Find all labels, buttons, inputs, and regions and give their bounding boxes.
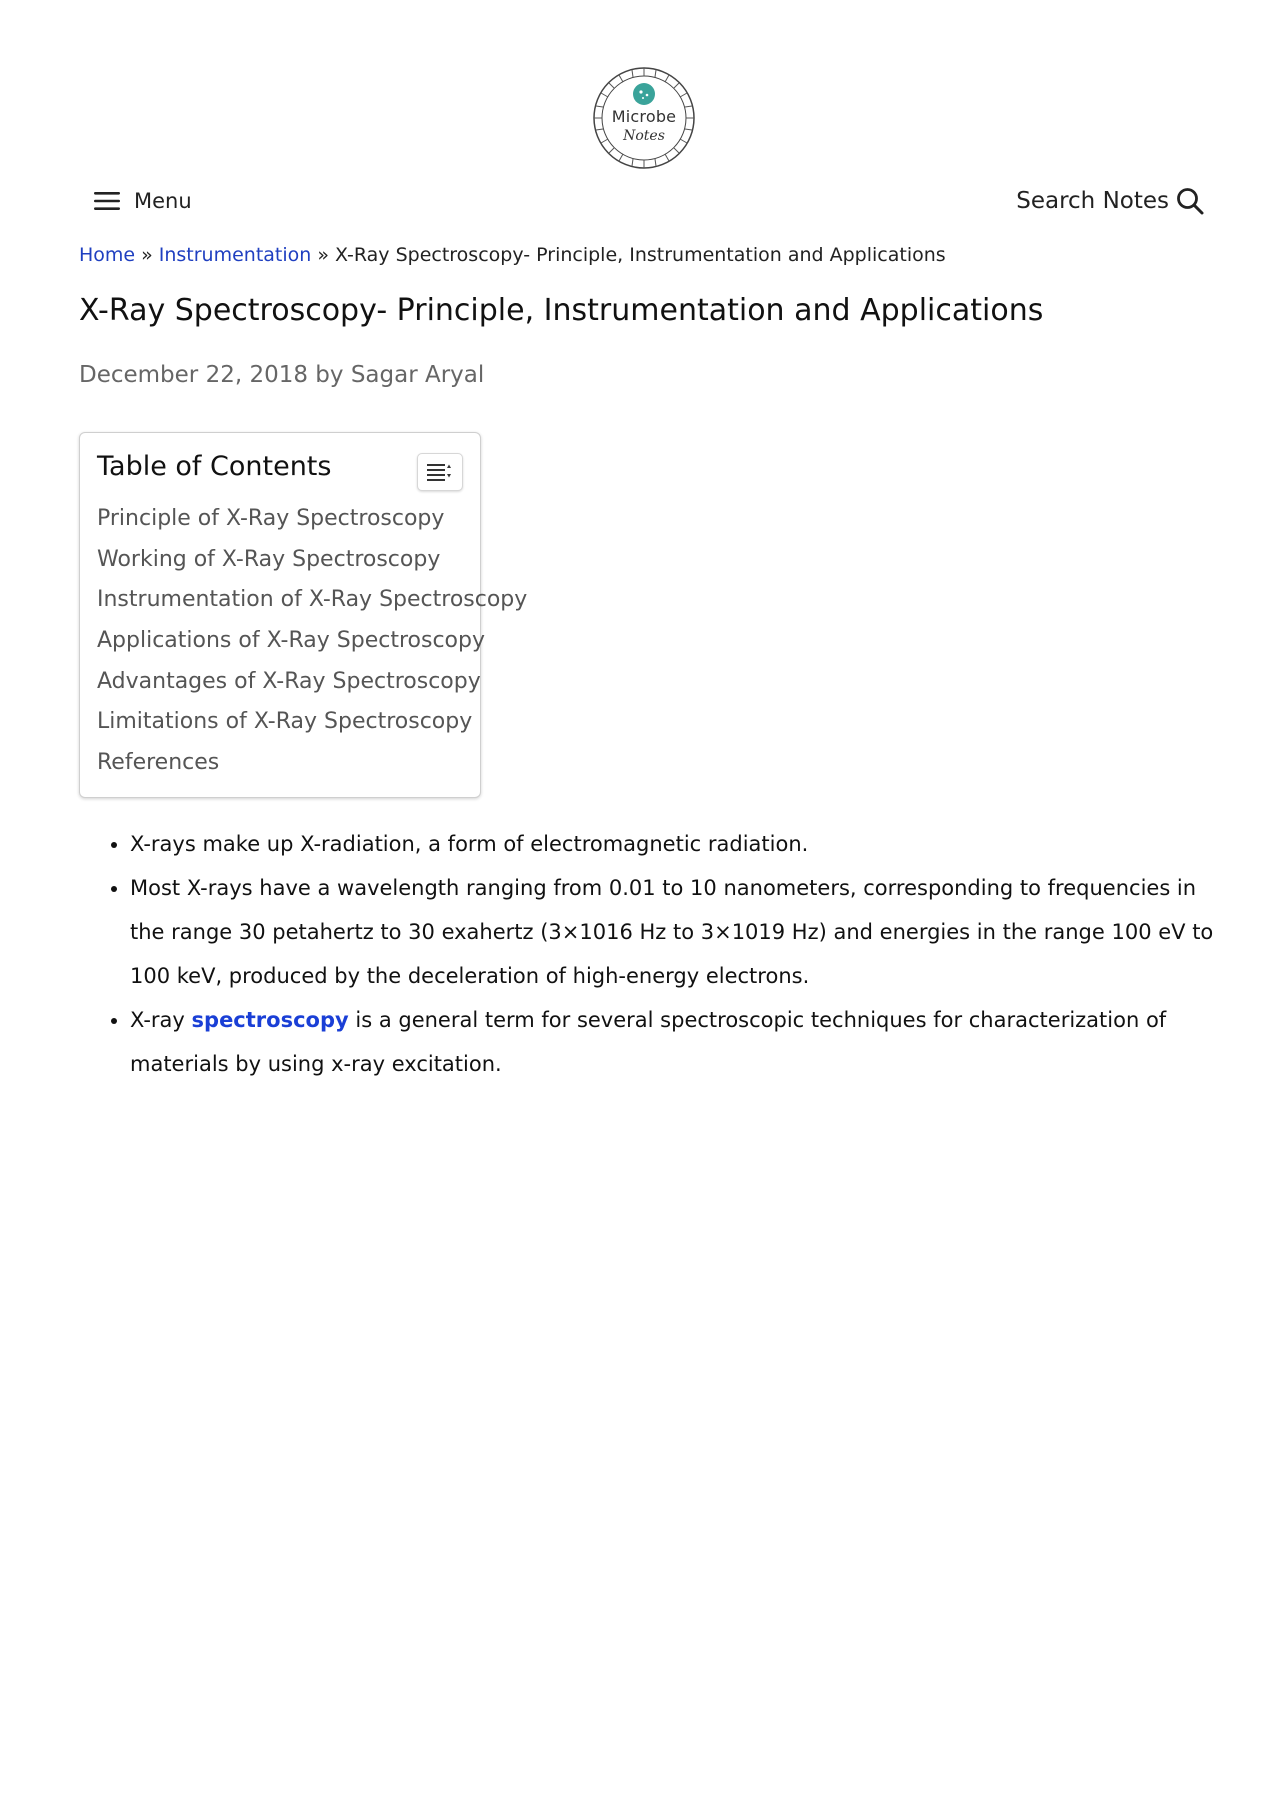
menu-button[interactable] [94,186,192,216]
bullet-text: is a general term for several spectroscopic techniques for characterization of materials by using x-ray excitation. [130,1008,1167,1076]
toc-item[interactable]: Instrumentation of X-Ray Spectroscopy [97,587,528,613]
hamburger-icon [94,190,120,212]
breadcrumb-separator: » [141,244,153,266]
search-icon [1175,186,1205,216]
logo-text-notes: Notes [623,128,665,144]
breadcrumb-separator: » [317,244,329,266]
toc-item[interactable]: Limitations of X-Ray Spectroscopy [97,709,473,735]
list-toggle-icon [427,462,453,482]
logo-text-microbe: Microbe [611,107,677,126]
toc-item[interactable]: References [97,750,220,776]
post-meta: December 22, 2018 by Sagar Aryal [79,362,485,388]
breadcrumb-current: X-Ray Spectroscopy- Principle, Instrumentation and Applications [334,244,946,266]
toc-list [97,499,527,784]
spectroscopy-link[interactable]: spectroscopy [191,1008,349,1032]
bullet-item [130,998,1230,1086]
bullet-text: X-ray [130,1008,192,1032]
article-bullets [104,822,1230,1086]
bullet-item: • X-rays make up X-radiation, a form of electromagnetic radiation. [130,822,1230,866]
menu-label: Menu [134,189,192,213]
breadcrumb-category-link[interactable]: Instrumentation [158,244,312,266]
toc-title: Table of Contents [97,451,332,482]
toc-toggle-button[interactable] [417,453,463,491]
toc-item[interactable]: Working of X-Ray Spectroscopy [97,546,441,572]
toc-item[interactable]: Advantages of X-Ray Spectroscopy [97,668,481,694]
page-title: X-Ray Spectroscopy- Principle, Instrumentation and Applications [79,293,1044,328]
breadcrumb [79,244,946,266]
bullet-item: • Most X-rays have a wavelength ranging from 0.01 to 10 nanometers, corresponding to frequencies in the range 30 petahertz to 30 exahertz (3×1016 Hz to 3×1019 Hz) and energies in the range 100 eV to 100 keV, produced by the deceleration of high-energy electrons. [130,866,1230,998]
breadcrumb-home-link[interactable]: Home [79,244,136,266]
toc-item[interactable]: Principle of X-Ray Spectroscopy [97,506,445,531]
toc-item[interactable]: Applications of X-Ray Spectroscopy [97,628,485,654]
search-button[interactable] [1016,184,1205,218]
table-of-contents [79,432,528,798]
site-logo[interactable] [590,64,698,172]
search-label: Search Notes [1016,188,1169,214]
